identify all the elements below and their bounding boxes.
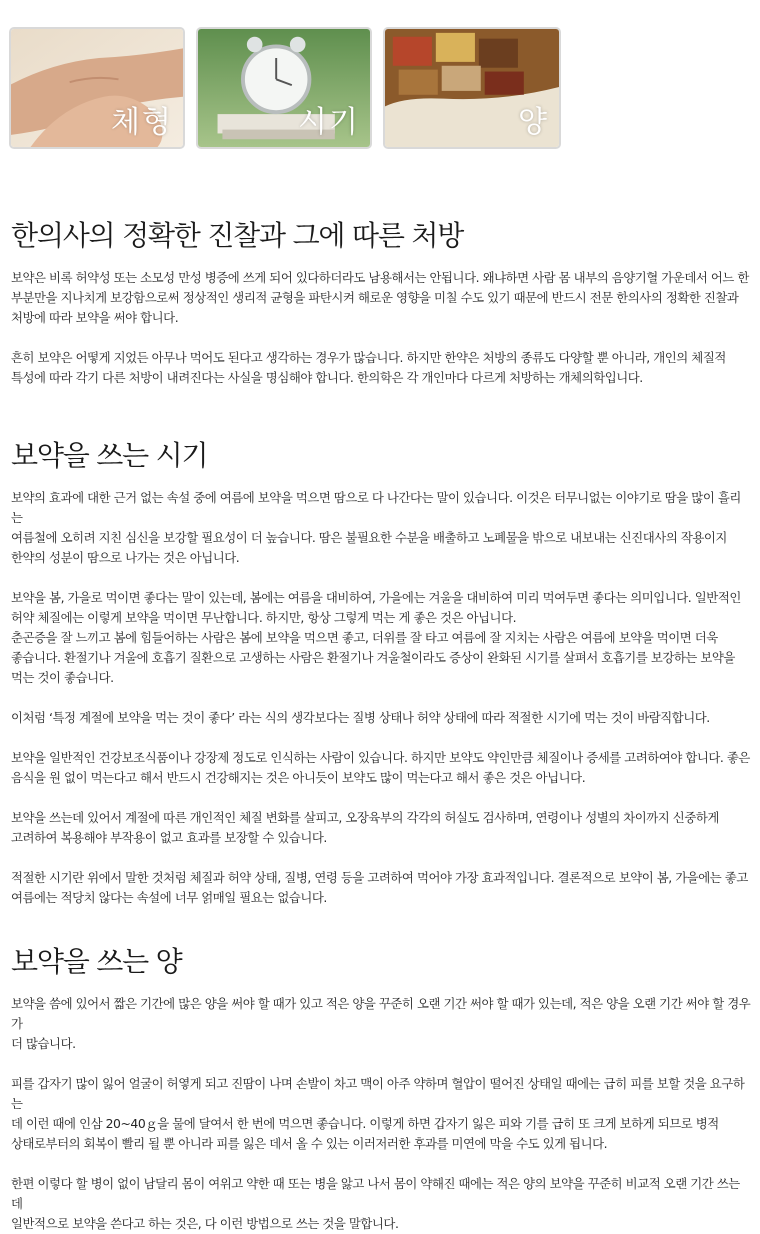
section-prescription xyxy=(11,214,751,388)
paragraph: 피를 갑자기 많이 잃어 얼굴이 허옇게 되고 진땀이 나며 손발이 차고 맥이 아주 약하며 혈압이 떨어진 상태일 때에는 급히 피를 보할 것을 요구하는 데 이런 때에 인삼 20~40ｇ을 물에 달여서 한 번에 먹으면 좋습니다. 이렇게 하면 갑자기 잃은 피와 기를 급히 또 크게 보하게 되므로 병적 상태로부터의 회복이 빨리 될 뿐 아니라 피를 잃은 데서 올 수 있는 이러저러한 후과를 미연에 막을 수도 있게 됩니다. xyxy=(11,1076,745,1151)
paragraph: 적절한 시기란 위에서 말한 것처럼 체질과 허약 상태, 질병, 연령 등을 고려하여 먹어야 가장 효과적입니다. 결론적으로 보약이 봄, 가을에는 좋고 여름에는 적당치 않다는 속설에 너무 얽매일 필요는 없습니다. xyxy=(11,870,748,905)
tile-amount xyxy=(383,27,561,149)
section-timing xyxy=(11,434,751,908)
paragraph: 보약을 씀에 있어서 짧은 기간에 많은 양을 써야 할 때가 있고 적은 양을 꾸준히 오랜 기간 써야 할 때가 있는데, 적은 양을 오랜 기간 써야 할 경우가 더 많습니다. xyxy=(11,996,751,1051)
section-title: 보약을 쓰는 양 xyxy=(11,945,182,978)
paragraph: 보약을 일반적인 건강보조식품이나 강장제 정도로 인식하는 사람이 있습니다. 하지만 보약도 약인만큼 체질이나 증세를 고려하여야 합니다. 좋은 음식을 원 없이 먹는다고 해서 반드시 건강해지는 것은 아니듯이 보약도 많이 먹는다고 해서 좋은 것은 아닙니다. xyxy=(11,750,750,785)
paragraph: 보약은 비록 허약성 또는 소모성 만성 병증에 쓰게 되어 있다하더라도 남용해서는 안됩니다. 왜냐하면 사람 몸 내부의 음양기혈 가운데서 어느 한 부분만을 지나치게 보강함으로써 정상적인 생리적 균형을 파탄시켜 해로운 영향을 미칠 수도 있기 때문에 반드시 전문 한의사의 정확한 진찰과 처방에 따라 보약을 써야 합니다. xyxy=(11,270,749,325)
section-amount xyxy=(11,940,751,1234)
paragraph: 보약의 효과에 대한 근거 없는 속설 중에 여름에 보약을 먹으면 땀으로 다 나간다는 말이 있습니다. 이것은 터무니없는 이야기로 땀을 많이 흘리는 여름철에 오히려 지친 심신을 보강할 필요성이 더 높습니다. 땀은 불필요한 수분을 배출하고 노폐물을 밖으로 내보내는 신진대사의 작용이지 한약의 성분이 땀으로 나가는 것은 아닙니다. xyxy=(11,490,741,565)
tile-timing xyxy=(196,27,372,149)
tile-label: 체형 xyxy=(111,105,173,140)
tile-body-type xyxy=(9,27,185,149)
paragraph: 한편 이렇다 할 병이 없이 남달리 몸이 여위고 약한 때 또는 병을 앓고 나서 몸이 약해진 때에는 적은 양의 보약을 꾸준히 비교적 오랜 기간 쓰는데 일반적으로 보약을 쓴다고 하는 것은, 다 이런 방법으로 쓰는 것을 말합니다. xyxy=(11,1176,740,1231)
section-title: 한의사의 정확한 진찰과 그에 따른 처방 xyxy=(11,219,464,252)
paragraph: 흔히 보약은 어떻게 지었든 아무나 먹어도 된다고 생각하는 경우가 많습니다. 하지만 한약은 처방의 종류도 다양할 뿐 아니라, 개인의 체질적 특성에 따라 각기 다른 처방이 내려진다는 사실을 명심해야 합니다. 한의학은 각 개인마다 다르게 처방하는 개체의학입니다. xyxy=(11,350,726,385)
paragraph: 보약을 쓰는데 있어서 계절에 따른 개인적인 체질 변화를 살피고, 오장육부의 각각의 허실도 검사하며, 연령이나 성별의 차이까지 신중하게 고려하여 복용해야 부작용이 없고 효과를 보장할 수 있습니다. xyxy=(11,810,719,845)
paragraph: 이처럼 ‘특정 계절에 보약을 먹는 것이 좋다’ 라는 식의 생각보다는 질병 상태나 허약 상태에 따라 적절한 시기에 먹는 것이 바람직합니다. xyxy=(11,710,710,725)
paragraph: 보약을 봄, 가을로 먹이면 좋다는 말이 있는데, 봄에는 여름을 대비하여, 가을에는 겨울을 대비하여 미리 먹여두면 좋다는 의미입니다. 일반적인 허약 체질에는 이렇게 보약을 먹이면 무난합니다. 하지만, 항상 그렇게 먹는 게 좋은 것은 아닙니다. 춘곤증을 잘 느끼고 봄에 힘들어하는 사람은 봄에 보약을 먹으면 좋고, 더위를 잘 타고 여름에 잘 지치는 사람은 여름에 보약을 먹이면 더욱 좋습니다. 환절기나 겨울에 호흡기 질환으로 고생하는 사람은 환절기나 겨울철이라도 증상이 완화된 시기를 살펴서 호흡기를 보강하는 보약을 먹는 것이 좋습니다. xyxy=(11,590,741,685)
section-title: 보약을 쓰는 시기 xyxy=(11,439,208,472)
tile-label: 양 xyxy=(518,105,549,140)
tile-label: 시기 xyxy=(298,105,360,140)
